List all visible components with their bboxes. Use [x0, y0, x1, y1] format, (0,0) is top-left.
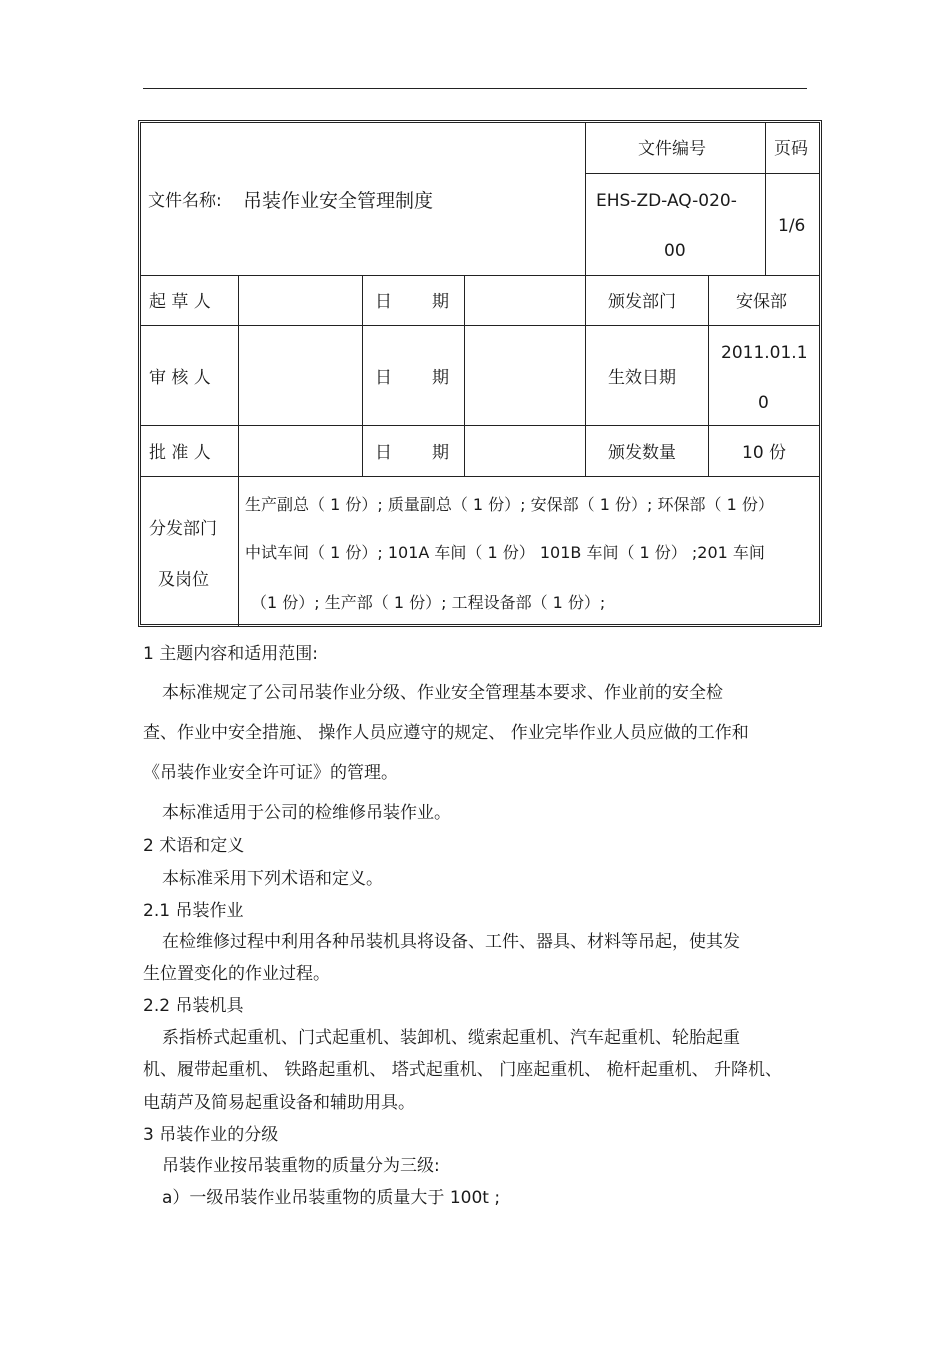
date-label: 日 [375, 292, 392, 312]
header-rule [143, 88, 807, 89]
paragraph-line: 机、履带起重机、 铁路起重机、 塔式起重机、 门座起重机、 桅杆起重机、 升降机、 [143, 1060, 783, 1080]
table-line [464, 275, 465, 476]
table-line [765, 123, 766, 275]
issue-dept-label: 颁发部门 [608, 292, 676, 312]
page-label: 页码 [774, 139, 808, 159]
document-header-table [138, 120, 822, 627]
distribution-line: （1 份）; 生产部（ 1 份）; 工程设备部（ 1 份）; [251, 593, 606, 612]
page-value: 1/6 [778, 216, 806, 236]
file-name-label: 文件名称: [148, 191, 222, 211]
paragraph-line: 本标准采用下列术语和定义。 [162, 869, 383, 889]
section-title: 2.1 吊装作业 [143, 901, 244, 921]
date-label: 期 [432, 292, 449, 312]
effective-date-line2: 0 [758, 393, 769, 413]
date-label: 期 [432, 443, 449, 463]
table-line [141, 425, 819, 426]
paragraph-line: 生位置变化的作业过程。 [143, 964, 330, 984]
table-line [141, 476, 819, 477]
section-title: 1 主题内容和适用范围: [143, 644, 318, 664]
distribution-line: 生产副总（ 1 份）; 质量副总（ 1 份）; 安保部（ 1 份）; 环保部（ 1 份） [245, 495, 774, 514]
table-line [141, 275, 819, 276]
list-item: a）一级吊装作业吊装重物的质量大于 100t ; [162, 1188, 501, 1208]
paragraph-line: 在检维修过程中利用各种吊装机具将设备、工件、器具、材料等吊起，使其发 [162, 932, 740, 952]
table-line [141, 325, 819, 326]
doc-no-label: 文件编号 [638, 139, 706, 159]
reviewer-label: 审 核 人 [149, 368, 211, 388]
doc-no-line2: 00 [664, 241, 686, 261]
date-label: 日 [375, 368, 392, 388]
drafter-label: 起 草 人 [149, 292, 211, 312]
effective-label: 生效日期 [608, 368, 676, 388]
section-title: 3 吊装作业的分级 [143, 1125, 279, 1145]
paragraph-line: 《吊装作业安全许可证》的管理。 [143, 763, 398, 783]
paragraph-line: 系指桥式起重机、门式起重机、装卸机、缆索起重机、汽车起重机、轮胎起重 [162, 1028, 740, 1048]
table-line [708, 275, 709, 476]
file-name: 吊装作业安全管理制度 [243, 190, 434, 212]
paragraph-line: 吊装作业按吊装重物的质量分为三级: [162, 1156, 440, 1176]
distribution-label: 及岗位 [158, 570, 209, 590]
doc-no-line1: EHS-ZD-AQ-020- [596, 191, 737, 211]
distribution-label: 分发部门 [149, 519, 217, 539]
table-line [585, 275, 586, 476]
section-title: 2 术语和定义 [143, 836, 245, 856]
issue-qty-label: 颁发数量 [608, 443, 676, 463]
paragraph-line: 查、作业中安全措施、 操作人员应遵守的规定、 作业完毕作业人员应做的工作和 [143, 723, 749, 743]
table-line [585, 173, 819, 174]
section-title: 2.2 吊装机具 [143, 996, 244, 1016]
table-line [238, 275, 239, 627]
approver-label: 批 准 人 [149, 443, 211, 463]
table-line [585, 123, 586, 275]
paragraph-line: 电葫芦及简易起重设备和辅助用具。 [143, 1093, 415, 1113]
date-label: 日 [375, 443, 392, 463]
issue-qty: 10 份 [742, 443, 787, 463]
distribution-line: 中试车间（ 1 份）; 101A 车间（ 1 份） 101B 车间（ 1 份） ;201 车间 [245, 543, 765, 562]
table-line [362, 275, 363, 476]
paragraph-line: 本标准规定了公司吊装作业分级、作业安全管理基本要求、作业前的安全检 [162, 683, 723, 703]
date-label: 期 [432, 368, 449, 388]
effective-date-line1: 2011.01.1 [721, 343, 808, 363]
issue-dept: 安保部 [736, 292, 787, 312]
paragraph-line: 本标准适用于公司的检维修吊装作业。 [162, 803, 451, 823]
